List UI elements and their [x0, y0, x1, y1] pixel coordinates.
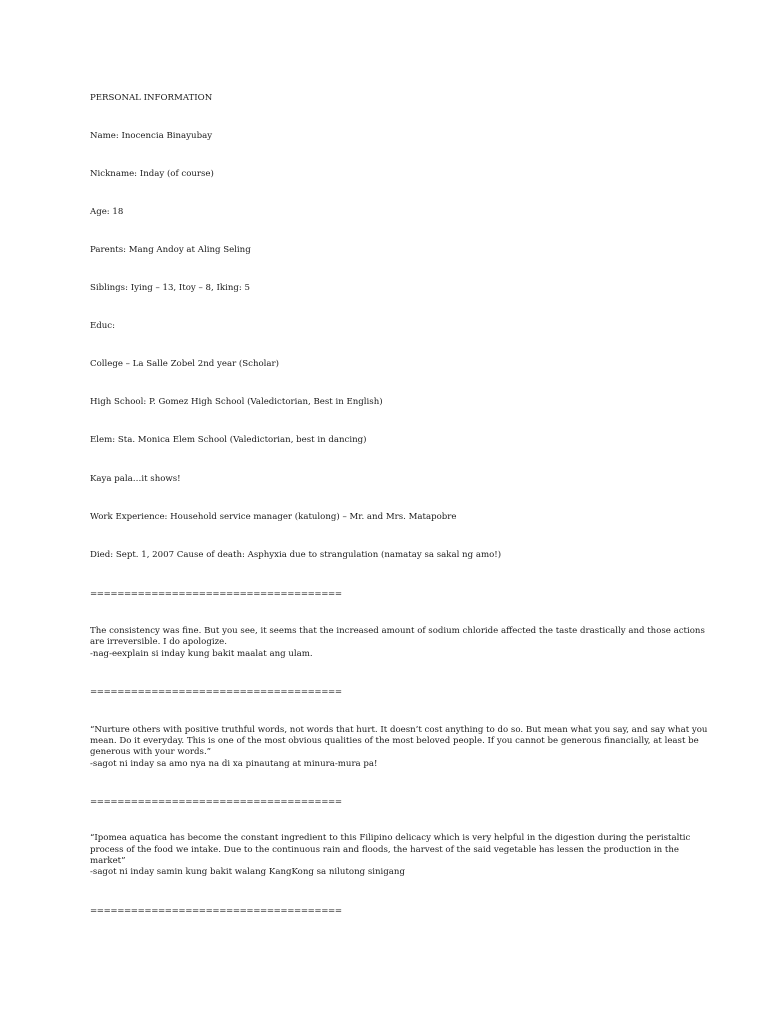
- work-experience-line: Work Experience: Household service manager (katulong) – Mr. and Mrs. Matapobre: [90, 512, 457, 522]
- quote3-line3: market”: [90, 856, 126, 866]
- separator: =====================================: [90, 906, 342, 916]
- quote3-line2: process of the food we intake. Due to the continuous rain and floods, the harvest of the said vegetable has lessen the production in the: [90, 845, 679, 855]
- nickname-line: Nickname: Inday (of course): [90, 169, 214, 179]
- quote2-line2: mean. Do it everyday. This is one of the most obvious qualities of the most beloved people. If you cannot be generous financially, at least be: [90, 736, 699, 746]
- quote1-line1: The consistency was fine. But you see, it seems that the increased amount of sodium chloride affected the taste drastically and those actions: [90, 626, 705, 636]
- quote2-line1: “Nurture others with positive truthful words, not words that hurt. It doesn’t cost anything to do so. But mean what you say, and say what you: [90, 725, 708, 735]
- quote2-line3: generous with your words.”: [90, 747, 212, 757]
- quote1-line2: are irreversible. I do apologize.: [90, 637, 227, 647]
- parents-line: Parents: Mang Andoy at Aling Seling: [90, 245, 251, 255]
- quote2-attribution: -sagot ni inday sa amo nya na di xa pinautang at minura-mura pa!: [90, 759, 378, 769]
- educ-line: Educ:: [90, 321, 116, 331]
- separator: =====================================: [90, 687, 342, 697]
- quote3-attribution: -sagot ni inday samin kung bakit walang KangKong sa nilutong sinigang: [90, 867, 405, 877]
- elem-line: Elem: Sta. Monica Elem School (Valedictorian, best in dancing): [90, 435, 367, 445]
- quote3-line1: “Ipomea aquatica has become the constant ingredient to this Filipino delicacy which is very helpful in the digestion during the peristaltic: [90, 833, 691, 843]
- separator: =====================================: [90, 589, 342, 599]
- died-line: Died: Sept. 1, 2007 Cause of death: Asphyxia due to strangulation (namatay sa sakal ng amo!): [90, 550, 502, 560]
- siblings-line: Siblings: Iying – 13, Itoy – 8, Iking: 5: [90, 283, 250, 293]
- heading: PERSONAL INFORMATION: [90, 93, 213, 103]
- age-line: Age: 18: [90, 207, 124, 217]
- high-school-line: High School: P. Gomez High School (Valedictorian, Best in English): [90, 397, 383, 407]
- kaya-pala-line: Kaya pala…it shows!: [90, 474, 181, 484]
- name-line: Name: Inocencia Binayubay: [90, 131, 213, 141]
- quote1-attribution: -nag-eexplain si inday kung bakit maalat ang ulam.: [90, 649, 313, 659]
- college-line: College – La Salle Zobel 2nd year (Scholar): [90, 359, 280, 369]
- separator: =====================================: [90, 797, 342, 807]
